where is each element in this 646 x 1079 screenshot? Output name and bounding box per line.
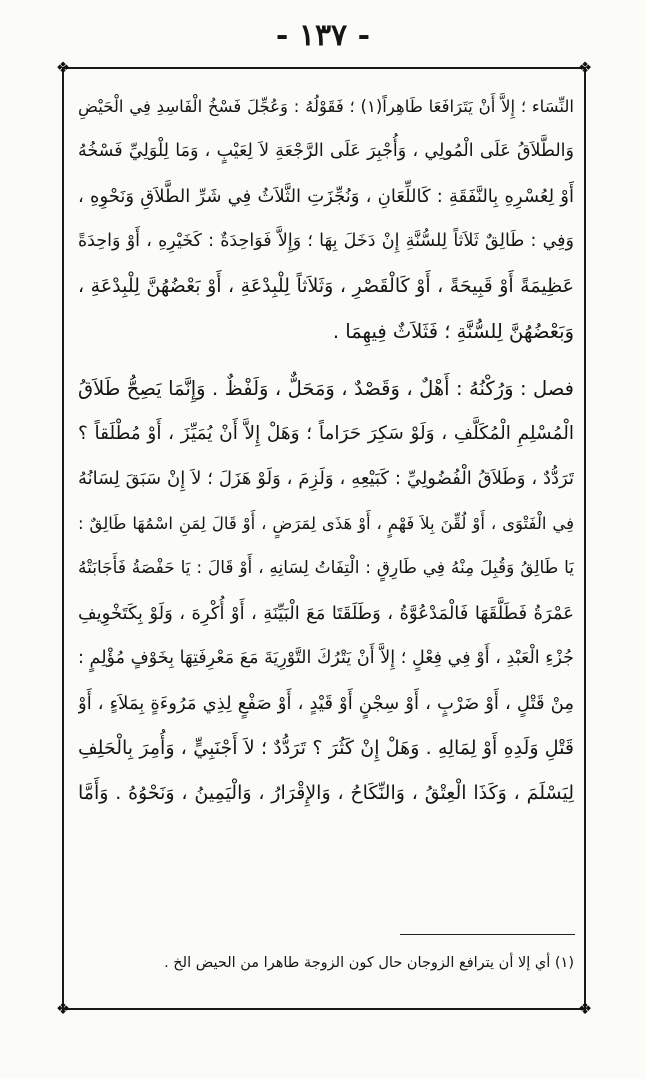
frame-bottom-rule xyxy=(62,1008,586,1010)
text-line: يَا طَالِقُ وَقُبِلَ مِنْهُ فِي طَارِقٍ : الْتِفَاتُ لِسَانِهِ ، أَوْ قَالَ : يَا حَفْصَةُ فَأَجَابَتْهُ xyxy=(78,558,574,578)
text-line: فِي الْفَتْوَى ، أَوْ لُقِّنَ بِلاَ فَهْمٍ ، أَوْ هَذَى لِمَرَضٍ ، أَوْ قَالَ لِمَنِ اسْمُهَا طَالِقٌ : xyxy=(78,514,574,533)
text-line: مِنْ قَتْلٍ ، أَوْ ضَرْبٍ ، أَوْ سِجْنٍ أَوْ قَيْدٍ ، أَوْ صَفْعٍ لِذِي مَرُوءَةٍ بِمَلاَءٍ ، أَوْ xyxy=(78,693,574,714)
corner-ornament-icon: ❖ xyxy=(55,58,71,77)
text-line: فصل : وَرُكْنُهُ : أَهْلٌ ، وَقَصْدٌ ، وَمَحَلٌّ ، وَلَفْظٌ . وَإِنَّمَا يَصِحُّ طَلاَقُ xyxy=(78,377,574,400)
footnote-separator xyxy=(400,934,575,935)
text-line: وَبَعْضُهُنَّ لِلسُّنَّةِ ؛ فَثَلاَثٌ فِيهِمَا . xyxy=(332,320,574,343)
paragraph-2 xyxy=(78,366,574,816)
text-line: لِيَسْلَمَ ، وَكَذَا الْعِتْقُ ، وَالنِّكَاحُ ، وَالإِقْرَارُ ، وَالْيَمِينُ ، وَنَحْوُهُ . وَأَمَّا xyxy=(78,782,574,804)
footnote: (١) أي إلا أن يترافع الزوجان حال كون الزوجة طاهرا من الحيض الخ . xyxy=(164,955,574,971)
corner-ornament-icon: ❖ xyxy=(577,58,593,77)
text-line: وَفِي : طَالِقٌ ثَلاَثاً لِلسُّنَّةِ إِنْ دَخَلَ بِهَا ؛ وَإِلاَّ فَوَاحِدَةٌ : كَخَيْرِهِ ، أَوْ وَاحِدَةً xyxy=(78,231,574,251)
text-line: عَظِيمَةً أَوْ قَبِيحَةً ، أَوْ كَالْقَصْرِ ، وَثَلاَثاً لِلْبِدْعَةِ ، أَوْ بَعْضُهُنَّ لِلْبِدْعَةِ ، xyxy=(78,275,574,297)
corner-ornament-icon: ❖ xyxy=(55,999,71,1018)
frame-right-rule xyxy=(584,67,586,1010)
corner-ornament-icon: ❖ xyxy=(577,999,593,1018)
text-line: النِّسَاء ؛ إِلاَّ أَنْ يَتَرَافَعَا طَاهِراً(١) ؛ فَقَوْلُهُ : وَعُجِّلَ فَسْخُ الْفَاسِدِ فِي الْحَيْضِ xyxy=(78,97,574,116)
text-line: جُزْءِ الْعَبْدِ ، أَوْ فِي فِعْلٍ ؛ إِلاَّ أَنْ يَتْرُكَ التَّوْرِيَةَ مَعَ مَعْرِفَتِهَا بِخَوْفٍ مُؤْلِمٍ : xyxy=(78,648,574,668)
text-line: الْمُسْلِمِ الْمُكَلَّفِ ، وَلَوْ سَكِرَ حَرَاماً ؛ وَهَلْ إِلاَّ أَنْ يُمَيِّزَ ، أَوْ مُطْلَقاً ؟ xyxy=(78,423,574,444)
text-line: عَمْرَةُ فَطَلَّقَهَا فَالْمَدْعُوَّةُ ، وَطَلَقَتَا مَعَ الْبَيِّنَةِ ، أَوْ أُكْرِهَ ، وَلَوْ بِكَتَخْوِيفِ xyxy=(78,603,574,624)
page-number: - ١٣٧ - xyxy=(275,18,371,53)
text-line: تَرَدُّدٌ ، وَطَلاَقُ الْفُضُولِيِّ : كَبَيْعِهِ ، وَلَزِمَ ، وَلَوْ هَزَلَ ؛ لاَ إِنْ سَبَقَ لِسَانُهُ xyxy=(78,468,574,489)
text-line: أَوْ لِعُسْرِهِ بِالنَّفَقَةِ : كَاللِّعَانِ ، وَنُجِّزَتِ الثَّلاَثُ فِي شَرِّ الطَّلاَقِ وَنَحْوِهِ ، xyxy=(78,186,574,207)
paragraph-1 xyxy=(78,84,574,354)
frame-top-rule xyxy=(62,67,586,69)
text-line: وَالطَّلاَقُ عَلَى الْمُولِي ، وَأُجْبِرَ عَلَى الرَّجْعَةِ لاَ لِعَيْبٍ ، وَمَا لِلْوَلِيِّ فَسْخُهُ xyxy=(78,141,574,161)
frame-left-rule xyxy=(62,67,64,1010)
main-text xyxy=(78,84,574,816)
text-line: قَتْلِ وَلَدِهِ أَوْ لِمَالِهِ . وَهَلْ إِنْ كَثُرَ ؟ تَرَدُّدٌ ؛ لاَ أَجْنَبِيٍّ ، وَأُمِرَ بِالْحَلِفِ xyxy=(78,737,574,759)
paragraph-gap xyxy=(78,354,574,366)
